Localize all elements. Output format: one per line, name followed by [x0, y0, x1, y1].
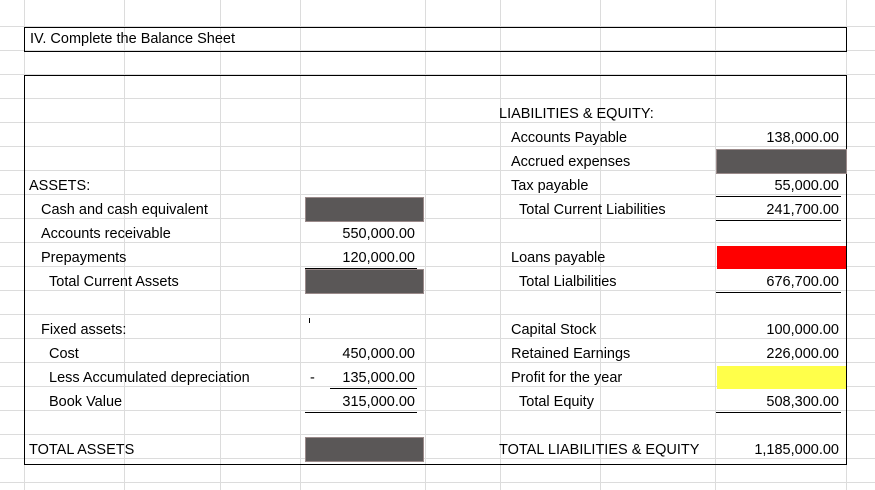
fixed-assets-heading: Fixed assets: [41, 322, 127, 338]
profit-blank-cell[interactable] [717, 366, 846, 389]
total-liabilities-value: 676,700.00 [716, 272, 841, 293]
total-current-liabilities-value: 241,700.00 [716, 200, 841, 221]
accounts-payable-label: Accounts Payable [511, 130, 628, 146]
accounts-payable-value: 138,000.00 [766, 130, 839, 146]
liabilities-heading: LIABILITIES & EQUITY: [499, 106, 654, 122]
prepayments-label: Prepayments [41, 250, 127, 266]
loans-payable-blank-cell[interactable] [717, 246, 846, 269]
sheet-title: IV. Complete the Balance Sheet [30, 31, 236, 47]
depreciation-sign: - [310, 370, 315, 386]
total-assets-label: TOTAL ASSETS [29, 442, 135, 458]
total-liabilities-equity-label: TOTAL LIABILITIES & EQUITY [499, 442, 700, 458]
total-current-liabilities-label: Total Current Liabilities [519, 202, 666, 218]
retained-earnings-value: 226,000.00 [766, 346, 839, 362]
total-current-assets-label: Total Current Assets [49, 274, 179, 290]
loans-payable-label: Loans payable [511, 250, 606, 266]
total-liabilities-label: Total Lialbilities [519, 274, 617, 290]
cost-value: 450,000.00 [342, 346, 415, 362]
tax-payable-value: 55,000.00 [716, 176, 841, 197]
book-value-label: Book Value [49, 394, 123, 410]
receivable-label: Accounts receivable [41, 226, 171, 242]
total-current-assets-blank-cell[interactable] [305, 269, 424, 294]
cash-blank-cell[interactable] [305, 197, 424, 222]
total-liabilities-equity-value: 1,185,000.00 [754, 442, 839, 458]
cost-label: Cost [49, 346, 79, 362]
stray-mark [309, 318, 310, 323]
depreciation-label: Less Accumulated depreciation [49, 370, 250, 386]
capital-stock-value: 100,000.00 [766, 322, 839, 338]
total-assets-blank-cell[interactable] [305, 437, 424, 462]
retained-earnings-label: Retained Earnings [511, 346, 631, 362]
depreciation-value: 135,000.00 [330, 368, 417, 389]
profit-label: Profit for the year [511, 370, 623, 386]
prepayments-value: 120,000.00 [305, 248, 417, 269]
capital-stock-label: Capital Stock [511, 322, 597, 338]
tax-payable-label: Tax payable [511, 178, 589, 194]
accrued-expenses-blank-cell[interactable] [716, 149, 847, 174]
cash-label: Cash and cash equivalent [41, 202, 208, 218]
accrued-expenses-label: Accrued expenses [511, 154, 631, 170]
total-equity-label: Total Equity [519, 394, 594, 410]
book-value-value: 315,000.00 [305, 392, 417, 413]
assets-heading: ASSETS: [29, 178, 91, 194]
receivable-value: 550,000.00 [342, 226, 415, 242]
total-equity-value: 508,300.00 [716, 392, 841, 413]
